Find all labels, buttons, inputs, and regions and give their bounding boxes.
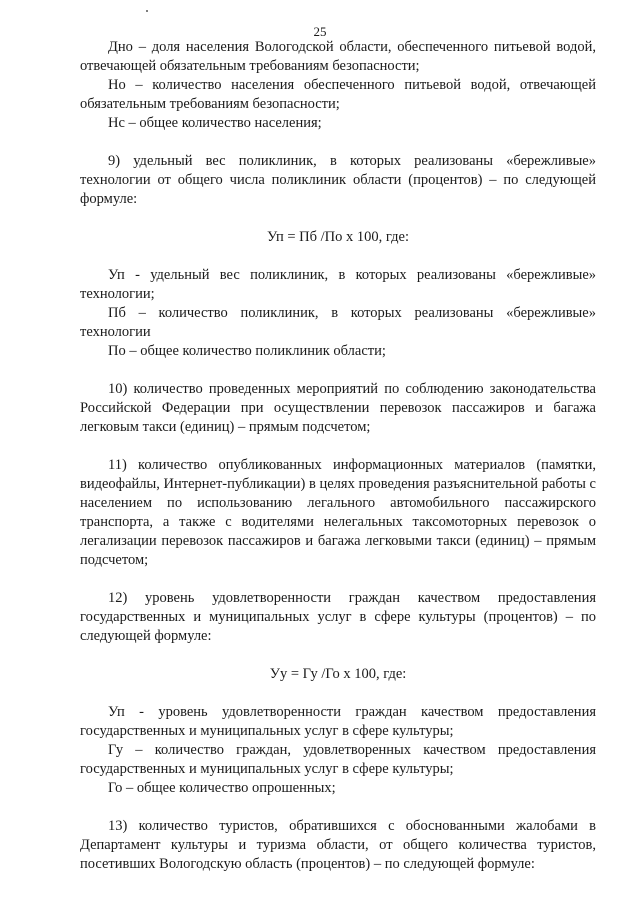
paragraph-gap — [80, 247, 596, 266]
formula: Уу = Гу /Го х 100, где: — [269, 666, 407, 682]
paragraph: 11) количество опубликованных информационных материалов (памятки, видеофайлы, Интернет-публикации) в целях проведения разъяснительной работы с населением по использованию легального автомобильного пассажирского транспорта, а также с водителями нелегальных таксомоторных перевозок о легализации перевозок пассажиров и багажа легковыми такси (единиц) – прямым подсчетом; — [80, 457, 596, 568]
paragraph: Но – количество населения обеспеченного питьевой водой, отвечающей обязательным требованиям безопасности; — [80, 77, 596, 112]
paragraph: Го – общее количество опрошенных; — [108, 780, 336, 796]
paragraph-gap — [80, 361, 596, 380]
paragraph-gap — [80, 684, 596, 703]
paragraph-gap — [80, 437, 596, 456]
paragraph-gap — [80, 209, 596, 228]
paragraph: 12) уровень удовлетворенности граждан качеством предоставления государственных и муниципальных услуг в сфере культуры (процентов) – по следующей формуле: — [80, 590, 596, 644]
page-number: 25 — [313, 24, 327, 39]
scan-speck — [146, 10, 148, 12]
paragraph-gap — [80, 798, 596, 817]
paragraph: По – общее количество поликлиник области; — [108, 343, 386, 359]
paragraph: Гу – количество граждан, удовлетворенных качеством предоставления государственных и муниципальных услуг в сфере культуры; — [80, 742, 596, 777]
paragraph: Уп - уровень удовлетворенности граждан качеством предоставления государственных и муниципальных услуг в сфере культуры; — [80, 704, 596, 739]
paragraph-gap — [80, 646, 596, 665]
paragraph-gap — [80, 133, 596, 152]
paragraph: Дно – доля населения Вологодской области, обеспеченного питьевой водой, отвечающей обязательным требованиям безопасности; — [80, 39, 596, 74]
paragraph: Пб – количество поликлиник, в которых реализованы «бережливые» технологии — [80, 305, 596, 340]
paragraph: 13) количество туристов, обратившихся с обоснованными жалобами в Департамент культуры и туризма области, от общего количества туристов, посетивших Вологодскую область (процентов) – по следующей формуле: — [80, 818, 596, 872]
paragraph: 9) удельный вес поликлиник, в которых реализованы «бережливые» технологии от общего числа поликлиник области (процентов) – по следующей формуле: — [80, 153, 596, 207]
formula: Уп = Пб /По х 100, где: — [267, 229, 409, 245]
paragraph: 10) количество проведенных мероприятий по соблюдению законодательства Российской Федерации при осуществлении перевозок пассажиров и багажа легковым такси (единиц) – прямым подсчетом; — [80, 381, 596, 435]
paragraph-gap — [80, 570, 596, 589]
paragraph: Уп - удельный вес поликлиник, в которых реализованы «бережливые» технологии; — [80, 267, 596, 302]
document-body — [80, 38, 596, 874]
paragraph: Нс – общее количество населения; — [108, 115, 322, 131]
